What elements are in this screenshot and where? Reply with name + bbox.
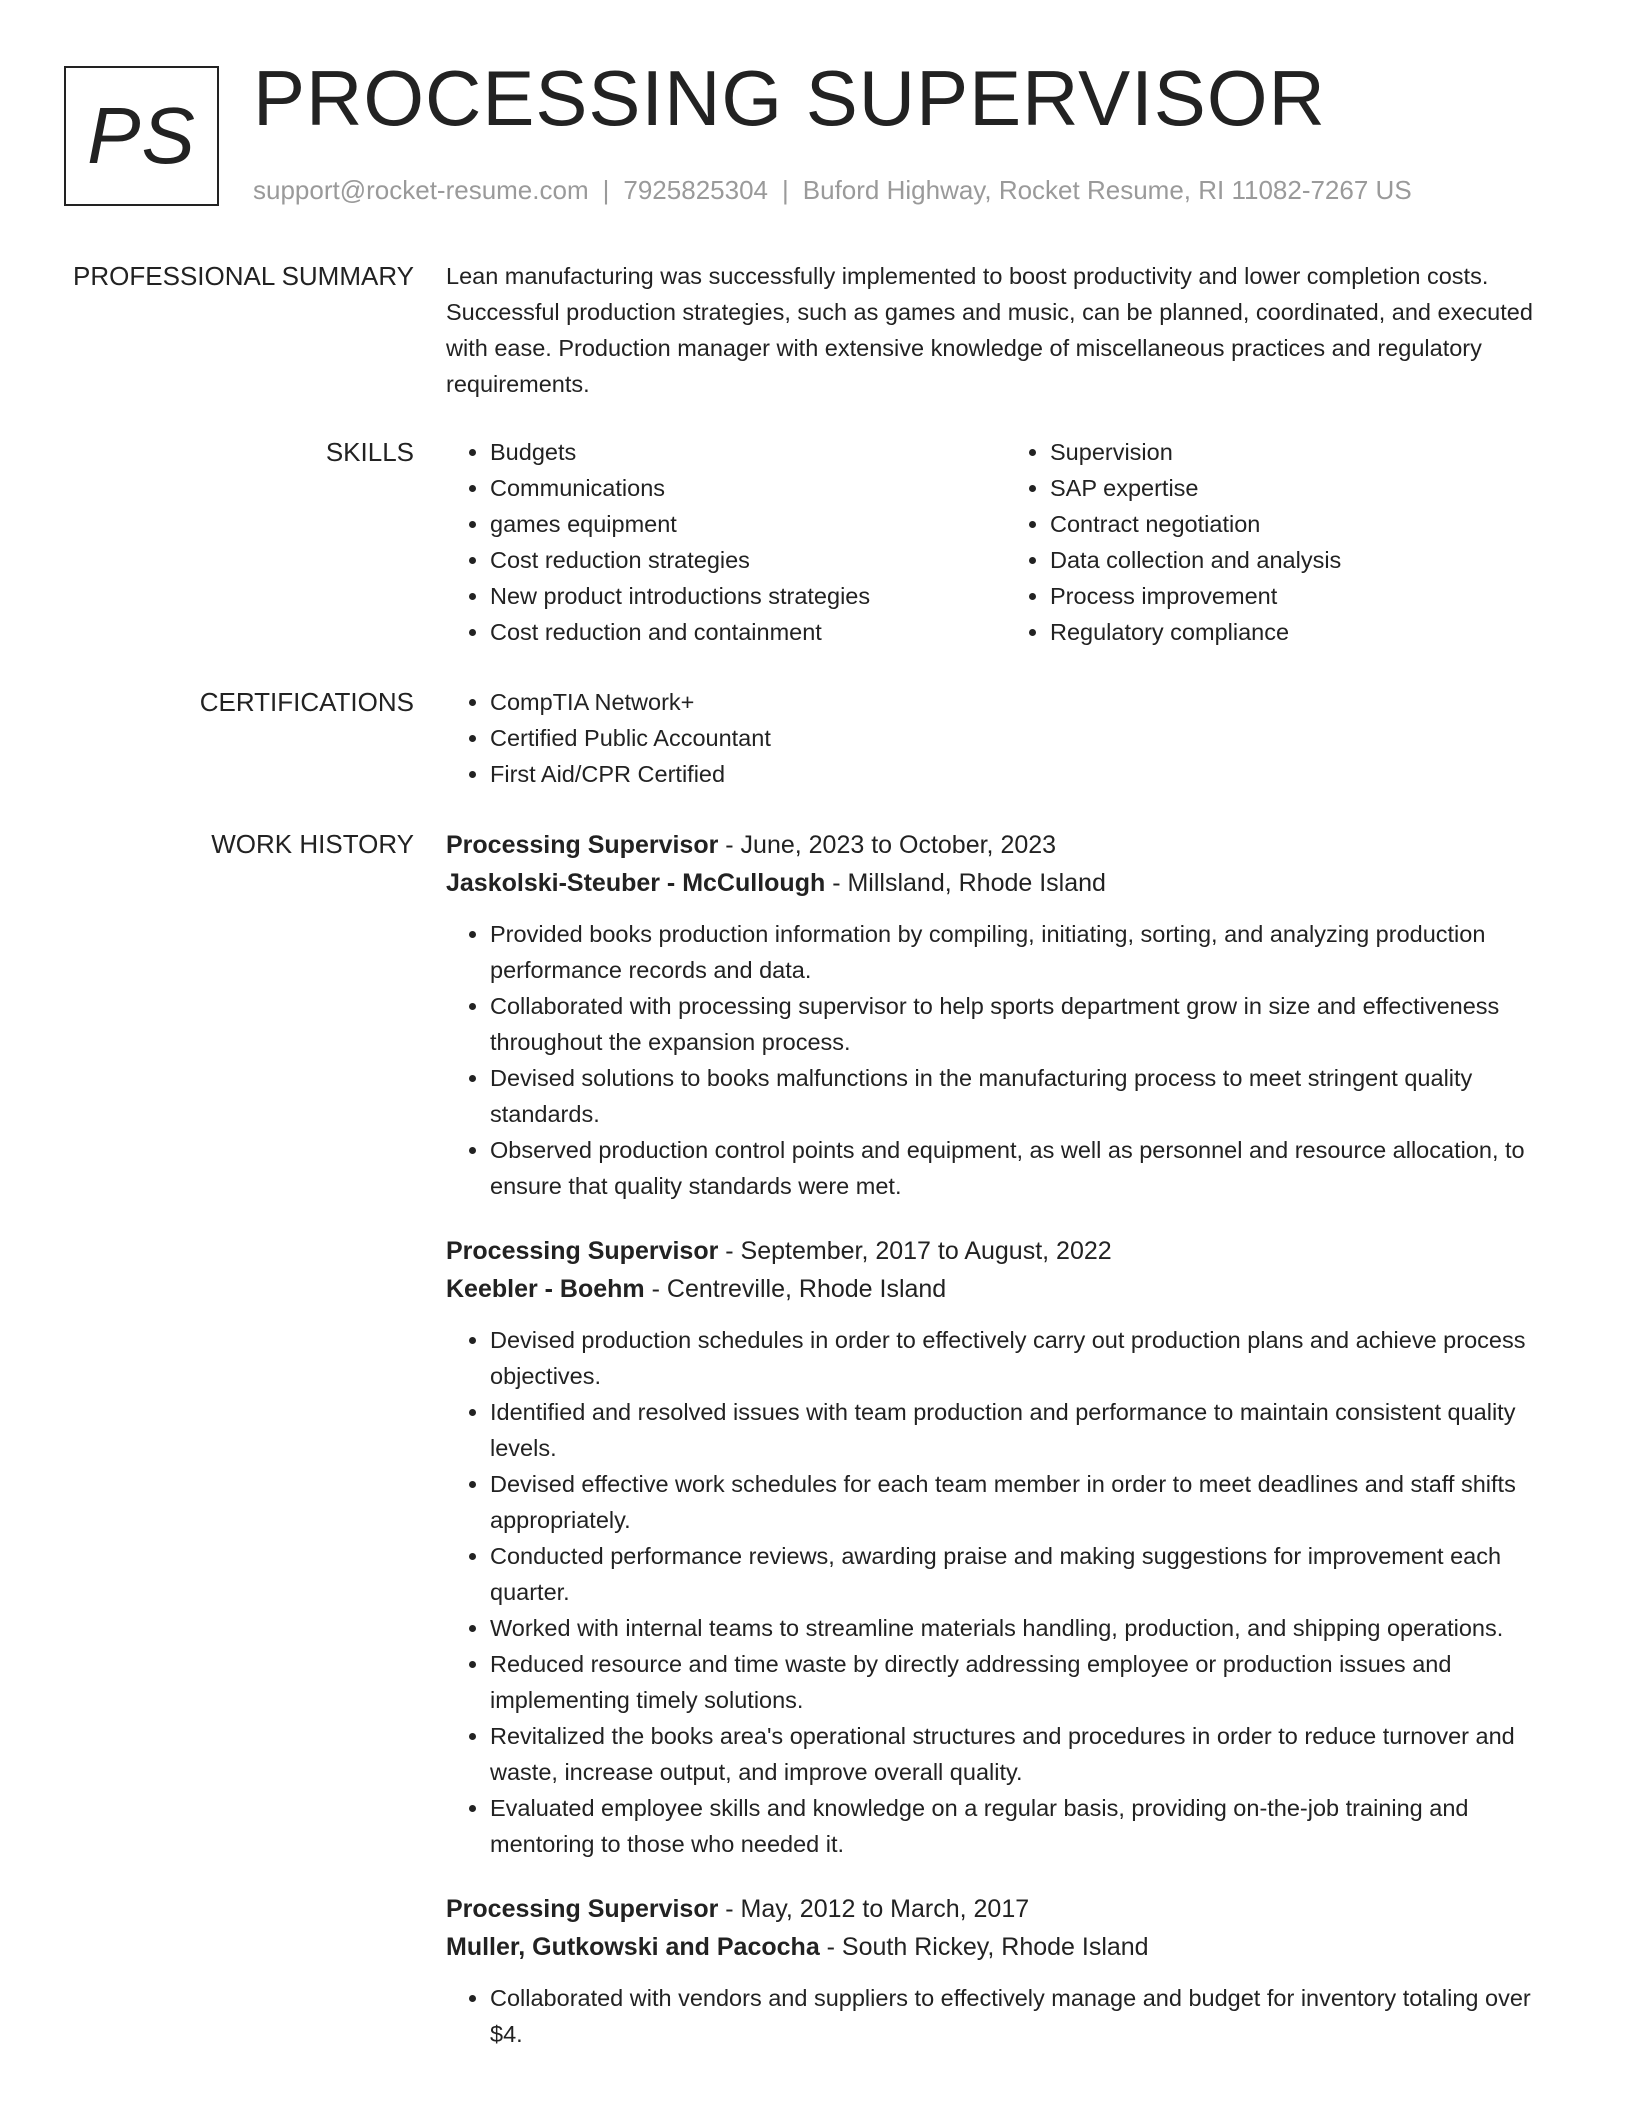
job-bullet: • Evaluated employee skills and knowledge on a regular basis, providing on-the-job training and mentoring to those who needed it. bbox=[490, 1790, 1566, 1862]
skill-item: • New product introductions strategies bbox=[490, 578, 1006, 614]
job-title-line bbox=[446, 1232, 1566, 1270]
skill-item: • SAP expertise bbox=[1050, 470, 1566, 506]
job-entry bbox=[446, 826, 1566, 1204]
skills-list-left bbox=[446, 434, 1006, 650]
contact-address: Buford Highway, Rocket Resume, RI 11082-7267 US bbox=[802, 175, 1412, 205]
skill-item: • Data collection and analysis bbox=[1050, 542, 1566, 578]
candidate-name: PROCESSING SUPERVISOR bbox=[253, 54, 1326, 142]
skills-list-right bbox=[1006, 434, 1566, 650]
job-company: Muller, Gutkowski and Pacocha bbox=[446, 1933, 820, 1961]
certifications-list bbox=[446, 684, 1566, 792]
contact-separator: | bbox=[782, 175, 789, 205]
job-bullet: • Conducted performance reviews, awarding praise and making suggestions for improvement each quarter. bbox=[490, 1538, 1566, 1610]
job-dates: - May, 2012 to March, 2017 bbox=[718, 1895, 1030, 1923]
certifications-heading: CERTIFICATIONS bbox=[199, 687, 414, 717]
job-entry bbox=[446, 1890, 1566, 2052]
job-bullet: • Collaborated with vendors and suppliers to effectively manage and budget for inventory totaling over $4. bbox=[490, 1980, 1566, 2052]
job-bullets bbox=[446, 1322, 1566, 1862]
job-bullet: • Devised effective work schedules for each team member in order to meet deadlines and staff shifts appropriately. bbox=[490, 1466, 1566, 1538]
certification-item: • First Aid/CPR Certified bbox=[490, 756, 1566, 792]
monogram-badge bbox=[64, 66, 219, 206]
summary-heading: PROFESSIONAL SUMMARY bbox=[73, 261, 414, 291]
job-company-line bbox=[446, 1928, 1566, 1966]
certification-item: • CompTIA Network+ bbox=[490, 684, 1566, 720]
job-bullet: • Devised solutions to books malfunctions in the manufacturing process to meet stringent quality standards. bbox=[490, 1060, 1566, 1132]
job-bullet: • Provided books production information by compiling, initiating, sorting, and analyzing production performance records and data. bbox=[490, 916, 1566, 988]
skill-item: • Budgets bbox=[490, 434, 1006, 470]
job-dates: - June, 2023 to October, 2023 bbox=[718, 831, 1057, 859]
skill-item: • Supervision bbox=[1050, 434, 1566, 470]
job-bullet: • Reduced resource and time waste by directly addressing employee or production issues and implementing timely solutions. bbox=[490, 1646, 1566, 1718]
skill-item: • Cost reduction strategies bbox=[490, 542, 1006, 578]
job-bullet: • Collaborated with processing supervisor to help sports department grow in size and effectiveness throughout the expansion process. bbox=[490, 988, 1566, 1060]
skills-heading: SKILLS bbox=[325, 437, 414, 467]
contact-line bbox=[253, 175, 1412, 206]
skill-item: • Communications bbox=[490, 470, 1006, 506]
job-bullet: • Observed production control points and equipment, as well as personnel and resource allocation, to ensure that quality standards were met. bbox=[490, 1132, 1566, 1204]
job-bullets bbox=[446, 1980, 1566, 2052]
monogram-initials: PS bbox=[87, 91, 196, 180]
job-location: - Centreville, Rhode Island bbox=[644, 1275, 947, 1303]
job-bullet: • Revitalized the books area's operational structures and procedures in order to reduce turnover and waste, increase output, and improve overall quality. bbox=[490, 1718, 1566, 1790]
contact-email: support@rocket-resume.com bbox=[253, 175, 589, 205]
job-title: Processing Supervisor bbox=[446, 1237, 719, 1265]
job-company: Jaskolski-Steuber - McCullough bbox=[446, 869, 826, 897]
skill-item: • Contract negotiation bbox=[1050, 506, 1566, 542]
job-entry bbox=[446, 1232, 1566, 1862]
skills-columns bbox=[446, 434, 1566, 650]
skill-item: • Regulatory compliance bbox=[1050, 614, 1566, 650]
job-title: Processing Supervisor bbox=[446, 1895, 719, 1923]
skill-item: • Cost reduction and containment bbox=[490, 614, 1006, 650]
job-location: - South Rickey, Rhode Island bbox=[819, 1933, 1149, 1961]
job-title-line bbox=[446, 826, 1566, 864]
job-dates: - September, 2017 to August, 2022 bbox=[718, 1237, 1112, 1265]
job-company-line bbox=[446, 1270, 1566, 1308]
skill-item: • games equipment bbox=[490, 506, 1006, 542]
work-history-heading: WORK HISTORY bbox=[211, 829, 414, 859]
summary-text: Lean manufacturing was successfully implemented to boost productivity and lower completion costs. Successful production strategies, such as games and music, can be planned, coordinated, and executed with ease. Production manager with extensive knowledge of miscellaneous practices and regulatory requirements. bbox=[446, 263, 1533, 397]
job-bullet: • Identified and resolved issues with team production and performance to maintain consistent quality levels. bbox=[490, 1394, 1566, 1466]
contact-phone: 7925825304 bbox=[623, 175, 768, 205]
job-company-line bbox=[446, 864, 1566, 902]
job-bullets bbox=[446, 916, 1566, 1204]
job-company: Keebler - Boehm bbox=[446, 1275, 645, 1303]
job-title: Processing Supervisor bbox=[446, 831, 719, 859]
job-location: - Millsland, Rhode Island bbox=[825, 869, 1106, 897]
job-bullet: • Devised production schedules in order to effectively carry out production plans and achieve process objectives. bbox=[490, 1322, 1566, 1394]
contact-separator: | bbox=[602, 175, 610, 205]
job-bullet: • Worked with internal teams to streamline materials handling, production, and shipping operations. bbox=[490, 1610, 1566, 1646]
skill-item: • Process improvement bbox=[1050, 578, 1566, 614]
job-title-line bbox=[446, 1890, 1566, 1928]
certification-item: • Certified Public Accountant bbox=[490, 720, 1566, 756]
